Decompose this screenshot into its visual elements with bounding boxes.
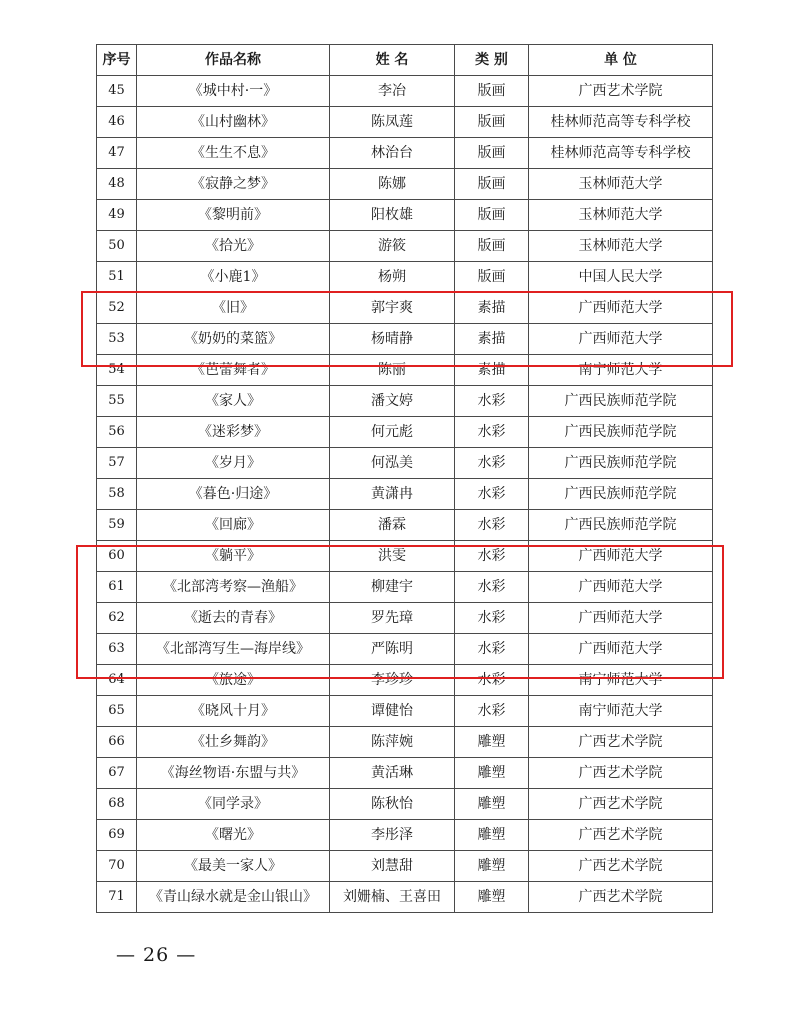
cell-category: 素描 [455, 324, 529, 355]
cell-name: 李珍珍 [330, 665, 455, 696]
cell-title: 《同学录》 [137, 789, 330, 820]
cell-category: 版画 [455, 138, 529, 169]
cell-num: 48 [97, 169, 137, 200]
cell-unit: 广西师范大学 [529, 541, 713, 572]
cell-unit: 玉林师范大学 [529, 169, 713, 200]
cell-unit: 广西师范大学 [529, 324, 713, 355]
cell-unit: 广西艺术学院 [529, 727, 713, 758]
header-row [97, 45, 713, 76]
cell-unit: 广西艺术学院 [529, 758, 713, 789]
cell-category: 水彩 [455, 572, 529, 603]
cell-title: 《旅途》 [137, 665, 330, 696]
cell-num: 50 [97, 231, 137, 262]
cell-num: 67 [97, 758, 137, 789]
header-category: 类 别 [455, 45, 529, 76]
cell-num: 53 [97, 324, 137, 355]
cell-name: 潘文婷 [330, 386, 455, 417]
cell-name: 阳枚雄 [330, 200, 455, 231]
table-row [97, 231, 713, 262]
cell-unit: 广西民族师范学院 [529, 386, 713, 417]
cell-title: 《黎明前》 [137, 200, 330, 231]
cell-name: 柳建宇 [330, 572, 455, 603]
cell-num: 69 [97, 820, 137, 851]
cell-category: 雕塑 [455, 789, 529, 820]
table-row [97, 665, 713, 696]
cell-num: 68 [97, 789, 137, 820]
cell-title: 《小鹿1》 [137, 262, 330, 293]
cell-unit: 广西艺术学院 [529, 76, 713, 107]
cell-unit: 广西师范大学 [529, 603, 713, 634]
cell-category: 版画 [455, 262, 529, 293]
cell-name: 李彤泽 [330, 820, 455, 851]
cell-unit: 玉林师范大学 [529, 231, 713, 262]
table-row [97, 696, 713, 727]
cell-name: 郭宇爽 [330, 293, 455, 324]
cell-unit: 广西师范大学 [529, 634, 713, 665]
cell-title: 《迷彩梦》 [137, 417, 330, 448]
cell-num: 64 [97, 665, 137, 696]
cell-category: 水彩 [455, 417, 529, 448]
table-row [97, 138, 713, 169]
cell-num: 58 [97, 479, 137, 510]
cell-title: 《暮色·归途》 [137, 479, 330, 510]
cell-name: 林治台 [330, 138, 455, 169]
cell-name: 严陈明 [330, 634, 455, 665]
cell-num: 57 [97, 448, 137, 479]
cell-category: 水彩 [455, 448, 529, 479]
table-row [97, 572, 713, 603]
cell-title: 《逝去的青春》 [137, 603, 330, 634]
cell-num: 59 [97, 510, 137, 541]
table-row [97, 820, 713, 851]
cell-title: 《寂静之梦》 [137, 169, 330, 200]
cell-name: 陈丽 [330, 355, 455, 386]
cell-name: 陈秋怡 [330, 789, 455, 820]
cell-unit: 中国人民大学 [529, 262, 713, 293]
cell-name: 黄潇冉 [330, 479, 455, 510]
table-row [97, 448, 713, 479]
cell-num: 61 [97, 572, 137, 603]
cell-num: 55 [97, 386, 137, 417]
cell-category: 雕塑 [455, 727, 529, 758]
page-number: — 26 — [116, 944, 197, 966]
cell-unit: 玉林师范大学 [529, 200, 713, 231]
cell-unit: 南宁师范大学 [529, 696, 713, 727]
cell-name: 何泓美 [330, 448, 455, 479]
cell-num: 47 [97, 138, 137, 169]
cell-title: 《曙光》 [137, 820, 330, 851]
cell-num: 51 [97, 262, 137, 293]
cell-name: 杨朔 [330, 262, 455, 293]
cell-title: 《旧》 [137, 293, 330, 324]
cell-category: 版画 [455, 76, 529, 107]
cell-category: 雕塑 [455, 851, 529, 882]
cell-unit: 桂林师范高等专科学校 [529, 138, 713, 169]
cell-category: 水彩 [455, 634, 529, 665]
cell-num: 70 [97, 851, 137, 882]
cell-category: 雕塑 [455, 758, 529, 789]
table-row [97, 851, 713, 882]
cell-category: 水彩 [455, 696, 529, 727]
table-row [97, 262, 713, 293]
table-row [97, 324, 713, 355]
table-row [97, 386, 713, 417]
cell-unit: 广西民族师范学院 [529, 417, 713, 448]
table-row [97, 293, 713, 324]
cell-num: 63 [97, 634, 137, 665]
cell-title: 《拾光》 [137, 231, 330, 262]
cell-title: 《山村幽林》 [137, 107, 330, 138]
cell-num: 60 [97, 541, 137, 572]
works-table [96, 44, 713, 913]
cell-name: 何元彪 [330, 417, 455, 448]
cell-num: 56 [97, 417, 137, 448]
table-row [97, 510, 713, 541]
cell-unit: 南宁师范大学 [529, 665, 713, 696]
cell-unit: 桂林师范高等专科学校 [529, 107, 713, 138]
cell-num: 49 [97, 200, 137, 231]
cell-category: 水彩 [455, 603, 529, 634]
table-row [97, 107, 713, 138]
cell-name: 李冶 [330, 76, 455, 107]
cell-title: 《生生不息》 [137, 138, 330, 169]
table-row [97, 479, 713, 510]
cell-unit: 广西民族师范学院 [529, 479, 713, 510]
cell-unit: 南宁师范大学 [529, 355, 713, 386]
cell-category: 雕塑 [455, 882, 529, 913]
header-num: 序号 [97, 45, 137, 76]
cell-num: 45 [97, 76, 137, 107]
cell-name: 罗先璋 [330, 603, 455, 634]
cell-category: 版画 [455, 231, 529, 262]
cell-name: 陈凤莲 [330, 107, 455, 138]
table-row [97, 541, 713, 572]
table-header [97, 45, 713, 76]
cell-unit: 广西艺术学院 [529, 820, 713, 851]
cell-title: 《壮乡舞韵》 [137, 727, 330, 758]
table-row [97, 789, 713, 820]
cell-category: 素描 [455, 293, 529, 324]
cell-num: 66 [97, 727, 137, 758]
cell-category: 版画 [455, 107, 529, 138]
cell-title: 《岁月》 [137, 448, 330, 479]
cell-title: 《晓风十月》 [137, 696, 330, 727]
cell-unit: 广西艺术学院 [529, 851, 713, 882]
cell-title: 《奶奶的菜篮》 [137, 324, 330, 355]
cell-category: 水彩 [455, 479, 529, 510]
cell-name: 谭健怡 [330, 696, 455, 727]
table-row [97, 200, 713, 231]
cell-category: 水彩 [455, 386, 529, 417]
header-name: 姓 名 [330, 45, 455, 76]
cell-num: 62 [97, 603, 137, 634]
cell-category: 水彩 [455, 541, 529, 572]
cell-name: 刘姗楠、王喜田 [330, 882, 455, 913]
cell-name: 刘慧甜 [330, 851, 455, 882]
cell-unit: 广西师范大学 [529, 293, 713, 324]
table-row [97, 169, 713, 200]
table-row [97, 882, 713, 913]
cell-category: 雕塑 [455, 820, 529, 851]
cell-num: 65 [97, 696, 137, 727]
cell-name: 洪雯 [330, 541, 455, 572]
table-body [97, 76, 713, 913]
cell-title: 《躺平》 [137, 541, 330, 572]
cell-name: 陈萍婉 [330, 727, 455, 758]
cell-name: 陈娜 [330, 169, 455, 200]
cell-unit: 广西师范大学 [529, 572, 713, 603]
table-row [97, 603, 713, 634]
table-row [97, 758, 713, 789]
table-row [97, 355, 713, 386]
cell-title: 《家人》 [137, 386, 330, 417]
cell-unit: 广西艺术学院 [529, 882, 713, 913]
cell-title: 《北部湾写生—海岸线》 [137, 634, 330, 665]
table-row [97, 634, 713, 665]
cell-unit: 广西民族师范学院 [529, 510, 713, 541]
table-row [97, 417, 713, 448]
cell-category: 水彩 [455, 665, 529, 696]
cell-unit: 广西艺术学院 [529, 789, 713, 820]
cell-name: 潘霖 [330, 510, 455, 541]
table-row [97, 76, 713, 107]
cell-name: 杨晴静 [330, 324, 455, 355]
cell-num: 46 [97, 107, 137, 138]
cell-title: 《海丝物语·东盟与共》 [137, 758, 330, 789]
cell-category: 版画 [455, 169, 529, 200]
cell-num: 54 [97, 355, 137, 386]
cell-category: 版画 [455, 200, 529, 231]
cell-title: 《青山绿水就是金山银山》 [137, 882, 330, 913]
cell-title: 《北部湾考察—渔船》 [137, 572, 330, 603]
cell-title: 《回廊》 [137, 510, 330, 541]
cell-unit: 广西民族师范学院 [529, 448, 713, 479]
table-row [97, 727, 713, 758]
cell-category: 水彩 [455, 510, 529, 541]
cell-num: 52 [97, 293, 137, 324]
cell-title: 《芭蕾舞者》 [137, 355, 330, 386]
cell-title: 《最美一家人》 [137, 851, 330, 882]
cell-name: 黄活琳 [330, 758, 455, 789]
cell-category: 素描 [455, 355, 529, 386]
header-unit: 单 位 [529, 45, 713, 76]
cell-name: 游筱 [330, 231, 455, 262]
header-title: 作品名称 [137, 45, 330, 76]
cell-num: 71 [97, 882, 137, 913]
cell-title: 《城中村·一》 [137, 76, 330, 107]
